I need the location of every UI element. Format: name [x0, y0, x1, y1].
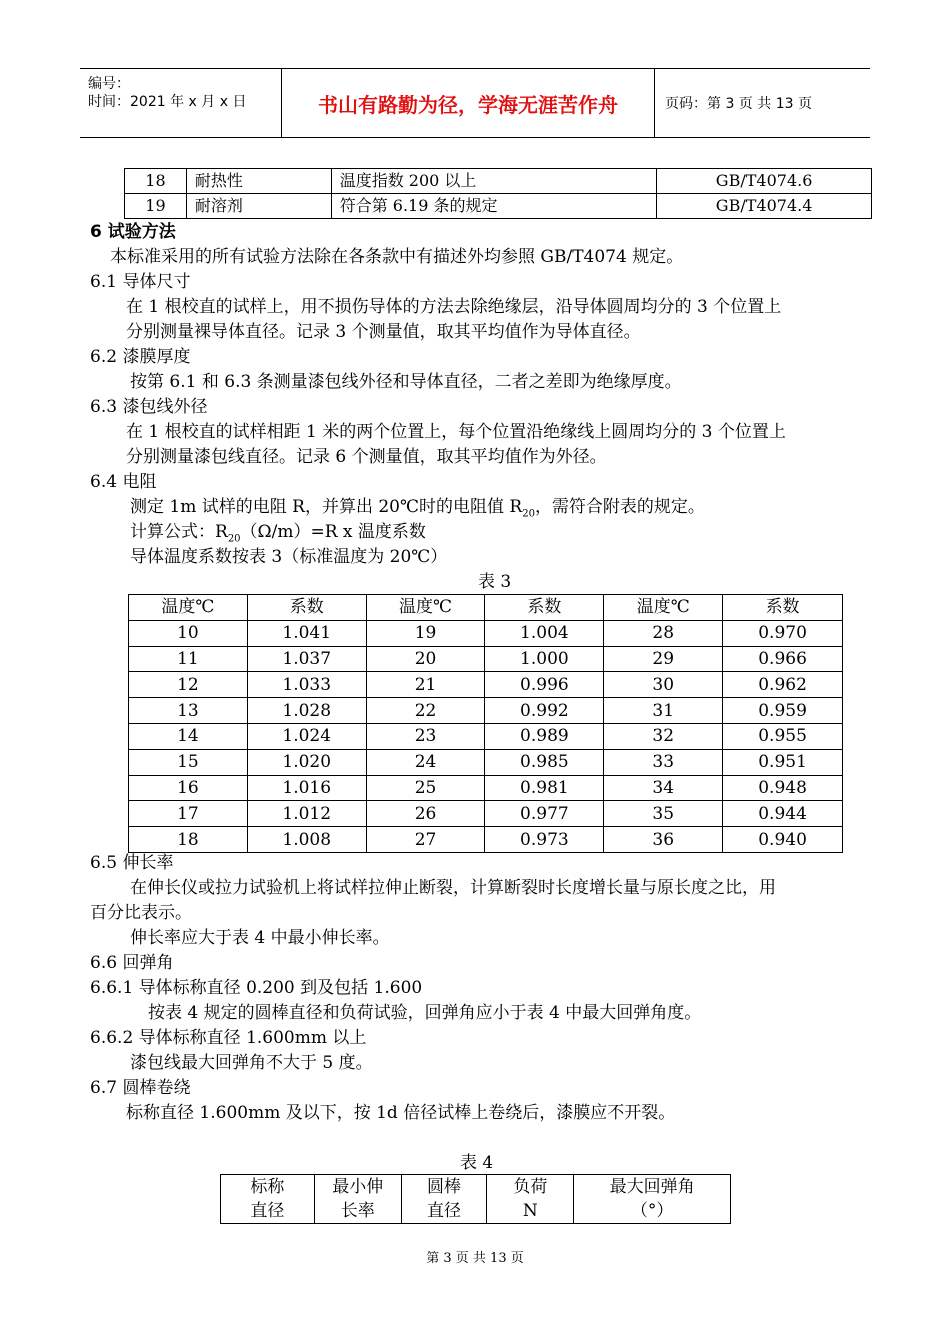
temperature-cell: 12	[129, 672, 248, 698]
column-header-line: 最小伸	[332, 1177, 384, 1197]
temperature-cell: 35	[604, 801, 723, 827]
temperature-cell: 15	[129, 749, 248, 775]
doc-number-label: 编号：	[88, 76, 130, 92]
coefficient-cell: 0.955	[723, 723, 843, 749]
temperature-cell: 30	[604, 672, 723, 698]
table-row	[129, 672, 843, 698]
section-6-3-text-2: 分别测量漆包线直径。记录 6 个测量值，取其平均值作为外径。	[126, 447, 607, 467]
section-6-6-2-text: 漆包线最大回弹角不大于 5 度。	[130, 1053, 373, 1073]
coefficient-cell: 0.970	[723, 620, 843, 646]
temperature-cell: 28	[604, 620, 723, 646]
header-motto: 书山有路勤为径，学海无涯苦作舟	[282, 69, 655, 137]
section-6-6-1-text: 按表 4 规定的圆棒直径和负荷试验，回弹角应小于表 4 中最大回弹角度。	[148, 1003, 702, 1023]
section-6-7-text: 标称直径 1.600mm 及以下，按 1d 倍径试棒上卷绕后，漆膜应不开裂。	[126, 1103, 676, 1123]
column-header-line: 直径	[250, 1201, 285, 1221]
column-header: 系数	[485, 595, 604, 621]
coefficient-cell: 1.020	[247, 749, 366, 775]
springback-table	[220, 1174, 731, 1224]
column-header	[314, 1175, 401, 1224]
doc-time-label: 时间：2021 年 x 月 x 日	[88, 94, 247, 110]
section-6-6-2-title: 6.6.2 导体标称直径 1.600mm 以上	[90, 1028, 367, 1048]
coefficient-cell: 0.959	[723, 698, 843, 724]
coefficient-cell: 0.985	[485, 749, 604, 775]
column-header-line: （°）	[630, 1201, 674, 1221]
temperature-cell: 23	[366, 723, 485, 749]
table-row	[129, 698, 843, 724]
section-6-intro: 本标准采用的所有试验方法除在各条款中有描述外均参照 GB/T4074 规定。	[110, 247, 684, 267]
section-6-1-title: 6.1 导体尺寸	[90, 272, 191, 292]
table-row	[129, 827, 843, 853]
coefficient-cell: 0.989	[485, 723, 604, 749]
table-row	[129, 775, 843, 801]
temperature-coefficient-table	[128, 594, 843, 853]
table-row	[125, 169, 872, 194]
temperature-cell: 24	[366, 749, 485, 775]
section-6-title: 6 试验方法	[90, 222, 176, 242]
table-header-row	[129, 595, 843, 621]
column-header-line: 标称	[250, 1177, 285, 1197]
section-6-6-1-title: 6.6.1 导体标称直径 0.200 到及包括 1.600	[90, 978, 423, 998]
temperature-cell: 31	[604, 698, 723, 724]
coefficient-cell: 0.973	[485, 827, 604, 853]
section-6-6-title: 6.6 回弹角	[90, 953, 174, 973]
temperature-cell: 33	[604, 749, 723, 775]
section-6-4-text-3: 导体温度系数按表 3（标准温度为 20℃）	[130, 547, 448, 567]
coefficient-cell: 0.940	[723, 827, 843, 853]
column-header-line: 负荷	[513, 1177, 548, 1197]
coefficient-cell: 1.028	[247, 698, 366, 724]
temperature-cell: 10	[129, 620, 248, 646]
section-6-2-text: 按第 6.1 和 6.3 条测量漆包线外径和导体直径，二者之差即为绝缘厚度。	[130, 372, 682, 392]
column-header-line: 最大回弹角	[609, 1177, 695, 1197]
coefficient-cell: 0.951	[723, 749, 843, 775]
table-4-caption: 表 4	[460, 1153, 494, 1173]
temperature-cell: 29	[604, 646, 723, 672]
column-header-line: 长率	[340, 1201, 375, 1221]
temperature-cell: 21	[366, 672, 485, 698]
coefficient-cell: 1.008	[247, 827, 366, 853]
column-header-line: N	[522, 1201, 538, 1221]
coefficient-cell: 1.033	[247, 672, 366, 698]
table-row	[129, 723, 843, 749]
table-row	[129, 749, 843, 775]
page-footer: 第 3 页 共 13 页	[426, 1251, 524, 1266]
temperature-cell: 18	[129, 827, 248, 853]
section-6-1-text-1: 在 1 根校直的试样上，用不损伤导体的方法去除绝缘层，沿导体圆周均分的 3 个位置上	[126, 297, 782, 317]
section-6-1-text-2: 分别测量裸导体直径。记录 3 个测量值，取其平均值作为导体直径。	[126, 322, 641, 342]
temperature-cell: 16	[129, 775, 248, 801]
coefficient-cell: 1.041	[247, 620, 366, 646]
temperature-cell: 20	[366, 646, 485, 672]
column-header: 温度℃	[366, 595, 485, 621]
temperature-cell: 36	[604, 827, 723, 853]
standard-ref: GB/T4074.6	[657, 169, 872, 194]
column-header: 系数	[247, 595, 366, 621]
column-header: 系数	[723, 595, 843, 621]
section-6-2-title: 6.2 漆膜厚度	[90, 347, 191, 367]
temperature-cell: 14	[129, 723, 248, 749]
section-6-5-text-3: 伸长率应大于表 4 中最小伸长率。	[130, 928, 390, 948]
coefficient-cell: 0.944	[723, 801, 843, 827]
column-header	[401, 1175, 487, 1224]
coefficient-cell: 1.024	[247, 723, 366, 749]
coefficient-cell: 0.992	[485, 698, 604, 724]
coefficient-cell: 0.981	[485, 775, 604, 801]
section-6-5-text-2: 百分比表示。	[90, 903, 192, 923]
temperature-cell: 27	[366, 827, 485, 853]
column-header: 温度℃	[604, 595, 723, 621]
coefficient-cell: 1.037	[247, 646, 366, 672]
test-item: 耐热性	[186, 169, 331, 194]
column-header-line: 直径	[427, 1201, 462, 1221]
page-header	[80, 68, 870, 138]
requirement: 温度指数 200 以上	[331, 169, 656, 194]
coefficient-cell: 0.977	[485, 801, 604, 827]
column-header-line: 圆棒	[427, 1177, 462, 1197]
column-header	[574, 1175, 731, 1224]
temperature-cell: 17	[129, 801, 248, 827]
coefficient-cell: 0.966	[723, 646, 843, 672]
standard-ref: GB/T4074.4	[657, 194, 872, 219]
coefficient-cell: 0.948	[723, 775, 843, 801]
section-6-5-title: 6.5 伸长率	[90, 853, 174, 873]
table-row	[125, 194, 872, 219]
section-6-3-text-1: 在 1 根校直的试样相距 1 米的两个位置上，每个位置沿绝缘线上圆周均分的 3 个位置上	[126, 422, 786, 442]
coefficient-cell: 1.012	[247, 801, 366, 827]
section-6-4-formula: 计算公式：$R_{20}(\Omega/m)=R$ x 温度系数	[130, 522, 426, 545]
header-meta	[80, 69, 282, 137]
temperature-cell: 34	[604, 775, 723, 801]
temperature-cell: 19	[366, 620, 485, 646]
coefficient-cell: 1.000	[485, 646, 604, 672]
header-page-number: 页码：第 3 页 共 13 页	[665, 96, 812, 112]
table-row	[129, 620, 843, 646]
temperature-cell: 22	[366, 698, 485, 724]
section-6-3-title: 6.3 漆包线外径	[90, 397, 208, 417]
row-number: 19	[125, 194, 187, 219]
section-6-5-text-1: 在伸长仪或拉力试验机上将试样拉伸止断裂，计算断裂时长度增长量与原长度之比，用	[130, 878, 776, 898]
column-header	[221, 1175, 315, 1224]
section-6-7-title: 6.7 圆棒卷绕	[90, 1078, 191, 1098]
column-header: 温度℃	[129, 595, 248, 621]
temperature-cell: 25	[366, 775, 485, 801]
requirements-table	[124, 168, 872, 219]
section-6-4-text-1: 测定 1m 试样的电阻 R，并算出 20℃时的电阻值 $R_{20}$，需符合附表的规定。	[130, 497, 705, 520]
coefficient-cell: 1.016	[247, 775, 366, 801]
coefficient-cell: 0.962	[723, 672, 843, 698]
table-row	[129, 801, 843, 827]
table-3-caption: 表 3	[478, 572, 512, 592]
column-header	[487, 1175, 574, 1224]
temperature-cell: 26	[366, 801, 485, 827]
table-header-row	[221, 1175, 731, 1224]
coefficient-cell: 1.004	[485, 620, 604, 646]
section-6-4-title: 6.4 电阻	[90, 472, 157, 492]
temperature-cell: 13	[129, 698, 248, 724]
temperature-cell: 11	[129, 646, 248, 672]
coefficient-cell: 0.996	[485, 672, 604, 698]
requirement: 符合第 6.19 条的规定	[331, 194, 656, 219]
test-item: 耐溶剂	[186, 194, 331, 219]
table-row	[129, 646, 843, 672]
temperature-cell: 32	[604, 723, 723, 749]
row-number: 18	[125, 169, 187, 194]
